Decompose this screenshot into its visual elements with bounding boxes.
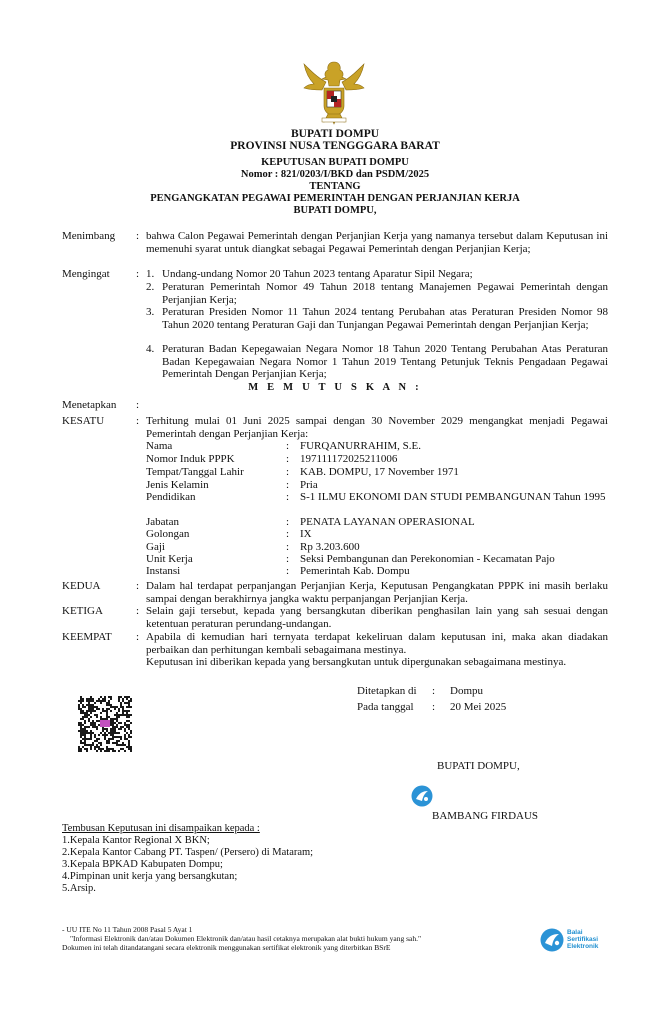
header-decree-title: KEPUTUSAN BUPATI DOMPU <box>261 157 409 168</box>
keempat-label: KEEMPAT <box>62 631 112 643</box>
kedua-colon: : <box>136 580 140 592</box>
field-colon: : <box>286 440 290 452</box>
kesatu-colon: : <box>136 415 140 427</box>
tembusan-title: Tembusan Keputusan ini disampaikan kepada : <box>62 823 260 834</box>
kesatu-text: Terhitung mulai 01 Juni 2025 sampai dengan 30 November 2029 mengangkat menjadi Pegawai Pemerintah dengan Perjanjian Kerja: <box>146 415 608 440</box>
field-key: Gaji <box>146 541 165 553</box>
field-key: Golongan <box>146 528 190 540</box>
ditetapkan-label: Ditetapkan di <box>357 685 417 697</box>
field-value: S-1 ILMU EKONOMI DAN STUDI PEMBANGUNAN Tahun 1995 <box>300 491 606 503</box>
field-colon: : <box>286 453 290 465</box>
field-value: KAB. DOMPU, 17 November 1971 <box>300 466 459 478</box>
header-tentang: TENTANG <box>309 181 361 192</box>
tembusan-item: 3.Kepala BPKAD Kabupaten Dompu; <box>62 859 223 870</box>
field-value: FURQANURRAHIM, S.E. <box>300 440 422 452</box>
item-text: Peraturan Pemerintah Nomor 49 Tahun 2018 tentang Manajemen Pegawai Pemerintah dengan Perjanjian Kerja; <box>162 281 608 306</box>
item-number: 2. <box>146 281 155 293</box>
item-number: 4. <box>146 343 155 355</box>
keempat-text-1: Apabila di kemudian hari ternyata terdapat kekeliruan dalam keputusan ini, maka akan diadakan perbaikan dan perhitungan kembali sebagaimana mestinya. <box>146 631 608 656</box>
footer-bsre-note: Dokumen ini telah ditandatangani secara elektronik menggunakan sertifikat elektronik yang diterbitkan BSrE <box>62 943 391 952</box>
footer-quote: "Informasi Elektronik dan/atau Dokumen Elektronik dan/atau hasil cetaknya merupakan alat bukti hukum yang sah." <box>70 934 422 943</box>
bsre-signature-icon <box>411 785 433 807</box>
tembusan-item: 4.Pimpinan unit kerja yang bersangkutan; <box>62 871 238 882</box>
field-colon: : <box>286 553 290 565</box>
kesatu-label: KESATU <box>62 415 105 427</box>
field-value: Pria <box>300 479 318 491</box>
keempat-text-2: Keputusan ini diberikan kepada yang bersangkutan untuk dipergunakan sebagaimana mestinya. <box>146 656 567 668</box>
tanggal-value: 20 Mei 2025 <box>450 701 507 713</box>
header-subject: PENGANGKATAN PEGAWAI PEMERINTAH DENGAN PERJANJIAN KERJA <box>150 193 520 204</box>
menimbang-label: Menimbang <box>62 230 116 242</box>
memutuskan-heading: M E M U T U S K A N : <box>248 382 422 393</box>
field-key: Unit Kerja <box>146 553 193 565</box>
ketiga-label: KETIGA <box>62 605 103 617</box>
field-value: Rp 3.203.600 <box>300 541 360 553</box>
header-title: BUPATI DOMPU <box>290 128 380 140</box>
item-number: 1. <box>146 268 155 280</box>
mengingat-item <box>146 306 608 331</box>
field-colon: : <box>286 466 290 478</box>
tanggal-colon: : <box>432 701 436 713</box>
field-key: Jabatan <box>146 516 179 528</box>
field-value: Seksi Pembangunan dan Perekonomian - Kecamatan Pajo <box>300 553 555 565</box>
bsre-logo-line: Sertifikasi <box>567 936 599 943</box>
ketiga-colon: : <box>136 605 140 617</box>
field-colon: : <box>286 491 290 503</box>
keempat-colon: : <box>136 631 140 643</box>
tembusan-item: 5.Arsip. <box>62 883 96 894</box>
item-text: Undang-undang Nomor 20 Tahun 2023 tentang Aparatur Sipil Negara; <box>162 268 473 280</box>
mengingat-item <box>146 281 608 306</box>
menimbang-colon: : <box>136 230 140 242</box>
kedua-label: KEDUA <box>62 580 101 592</box>
menetapkan-colon: : <box>136 399 140 411</box>
menetapkan-label: Menetapkan <box>62 399 117 411</box>
qr-code-icon <box>78 696 132 752</box>
field-colon: : <box>286 479 290 491</box>
header-decree-number: Nomor : 821/0203/I/BKD dan PSDM/2025 <box>240 169 430 180</box>
menimbang-text: bahwa Calon Pegawai Pemerintah dengan Perjanjian Kerja yang namanya tersebut dalam Keputusan ini memenuhi syarat untuk diangkat sebagai Pegawai Pemerintah dengan Perjanjian Kerja; <box>146 230 608 255</box>
field-value: PENATA LAYANAN OPERASIONAL <box>300 516 475 528</box>
ditetapkan-colon: : <box>432 685 436 697</box>
mengingat-label: Mengingat <box>62 268 110 280</box>
bsre-logo-line: Balai <box>567 929 583 936</box>
field-colon: : <box>286 516 290 528</box>
bsre-logo-icon <box>540 928 564 952</box>
item-text: Peraturan Badan Kepegawaian Negara Nomor 18 Tahun 2020 Tentang Perubahan Atas Peraturan Badan Kepegawaian Negara Nomor 1 Tahun 2019 Tentang Petunjuk Teknis Pengadaan Pegawai Pemerintah Dengan Perjanjian Kerja; <box>162 343 608 380</box>
header-bupati: BUPATI DOMPU, <box>293 205 377 216</box>
bsre-logo <box>540 928 620 954</box>
item-text: Peraturan Presiden Nomor 11 Tahun 2024 tentang Perubahan atas Peraturan Presiden Nomor 98 Tahun 2020 tentang Peraturan Gaji dan Tunjangan Pegawai Pemerintah dengan Perjanjian Kerja; <box>162 306 608 331</box>
garuda-emblem-icon <box>298 56 370 126</box>
bsre-logo-text <box>567 929 598 950</box>
signature-office: BUPATI DOMPU, <box>437 760 520 772</box>
footer-uu-ite: - UU ITE No 11 Tahun 2008 Pasal 5 Ayat 1 <box>62 925 193 934</box>
field-colon: : <box>286 541 290 553</box>
field-key: Nomor Induk PPPK <box>146 453 235 465</box>
ditetapkan-value: Dompu <box>450 685 483 697</box>
field-key: Jenis Kelamin <box>146 479 209 491</box>
field-value: 197111172025211006 <box>300 453 398 465</box>
field-colon: : <box>286 528 290 540</box>
ketiga-text: Selain gaji tersebut, kepada yang bersangkutan diberikan penghasilan lain yang sah sesuai dengan ketentuan peraturan perundang-undangan. <box>146 605 608 630</box>
field-key: Nama <box>146 440 173 452</box>
field-value: Pemerintah Kab. Dompu <box>300 565 410 577</box>
signatory-name: BAMBANG FIRDAUS <box>432 810 539 822</box>
tanggal-label: Pada tanggal <box>357 701 414 713</box>
field-key: Instansi <box>146 565 181 577</box>
field-key: Pendidikan <box>146 491 196 503</box>
field-key: Tempat/Tanggal Lahir <box>146 466 244 478</box>
tembusan-item: 1.Kepala Kantor Regional X BKN; <box>62 835 210 846</box>
header-province: PROVINSI NUSA TENGGGARA BARAT <box>230 140 440 152</box>
kedua-text: Dalam hal terdapat perpanjangan Perjanjian Kerja, Keputusan Pengangkatan PPPK ini masih berlaku sampai dengan berakhirnya jangka waktu perpanjangan Perjanjian Kerja. <box>146 580 608 605</box>
bsre-logo-line: Elektronik <box>567 943 599 950</box>
mengingat-item <box>146 343 608 381</box>
mengingat-item <box>146 268 608 281</box>
item-number: 3. <box>146 306 155 318</box>
field-value: IX <box>300 528 312 540</box>
mengingat-colon: : <box>136 268 140 280</box>
field-colon: : <box>286 565 290 577</box>
tembusan-item: 2.Kepala Kantor Cabang PT. Taspen/ (Persero) di Mataram; <box>62 847 314 858</box>
